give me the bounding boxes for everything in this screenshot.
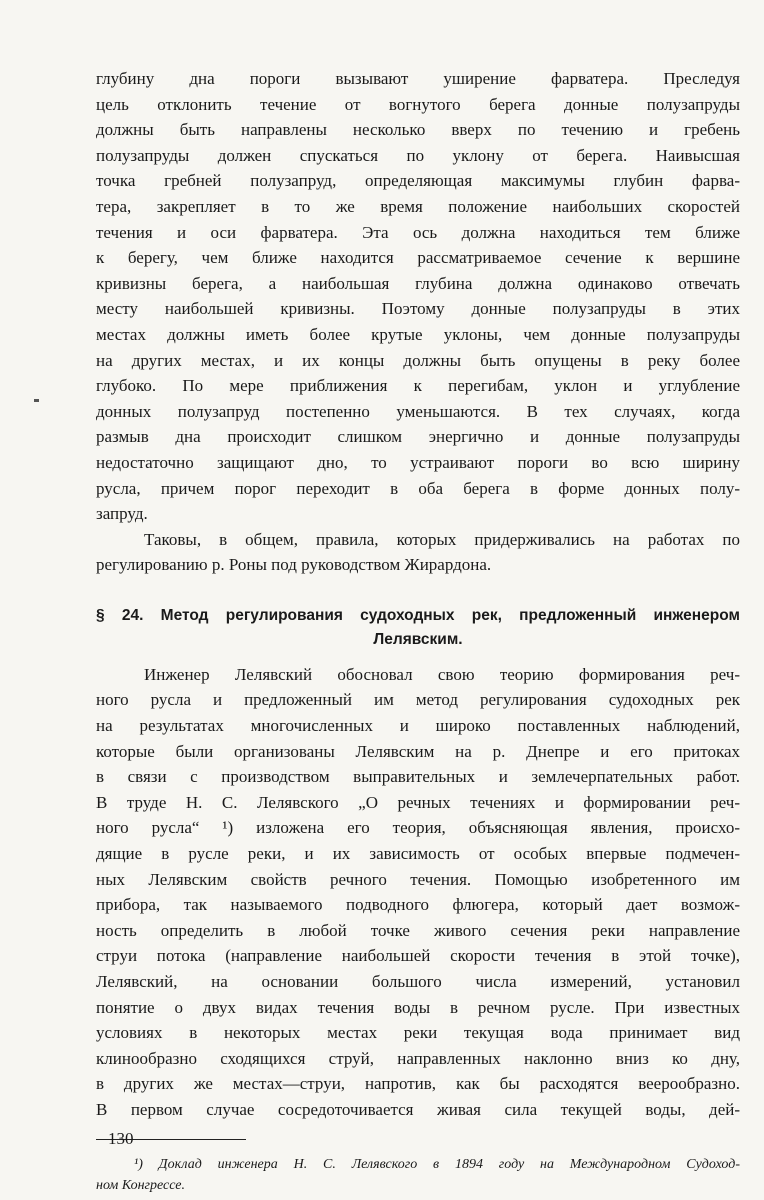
- text-line: Таковы, в общем, правила, которых придерживались на работах по: [144, 529, 740, 549]
- text-line: к берегу, чем ближе находится рассматриваемое сечение к вершине: [96, 248, 740, 268]
- text-line: в связи с производством выправительных и землечерпательных работ.: [96, 767, 740, 787]
- paragraph-1: [96, 66, 740, 527]
- text-line: цель отклонить течение от вогнутого берега донные полузапруды: [96, 94, 740, 114]
- text-line: тера, закрепляет в то же время положение наибольших скоростей: [96, 196, 740, 216]
- paragraph-2: [96, 527, 740, 578]
- text-line: прибора, так называемого подводного флюгера, который дает возмож-: [96, 895, 740, 915]
- text-line: в других же местах—струи, напротив, как бы расходятся веерообразно.: [96, 1074, 740, 1094]
- text-line: В первом случае сосредоточивается живая сила текущей воды, дей-: [96, 1099, 740, 1119]
- text-line: донных полузапруд постепенно уменьшаются. В тех случаях, когда: [96, 401, 740, 421]
- text-line: клинообразно сходящихся струй, направленных наклонно вниз ко дну,: [96, 1048, 740, 1068]
- page-body: [96, 66, 740, 1196]
- text-line: глубину дна пороги вызывают уширение фарватера. Преследуя: [96, 69, 740, 88]
- text-line: ность определить в любой точке живого сечения реки направление: [96, 920, 740, 940]
- text-line: на других местах, и их концы должны быть опущены в реку более: [96, 350, 740, 370]
- text-line: русла, причем порог переходит в оба берега в форме донных полу-: [96, 478, 740, 498]
- text-line: ных Лелявским свойств речного течения. Помощью изобретенного им: [96, 869, 740, 889]
- page-number: 130: [108, 1129, 134, 1148]
- text-line: условиях в некоторых местах реки текущая вода принимает вид: [96, 1023, 740, 1043]
- section-heading: [96, 604, 740, 652]
- text-line: которые были организованы Лелявским на р. Днепре и его притоках: [96, 741, 740, 761]
- text-line: должны быть направлены несколько вверх по течению и гребень: [96, 120, 740, 140]
- margin-mark: [34, 399, 39, 402]
- text-line: кривизны берега, а наибольшая глубина должна одинаково отвечать: [96, 273, 740, 293]
- footnote-line: ¹) Доклад инженера Н. С. Лелявского в 1894 году на Международном Судоход-: [134, 1156, 740, 1172]
- text-line: полузапруды должен спускаться по уклону от берега. Наивысшая: [96, 145, 740, 165]
- text-line: Лелявский, на основании большого числа измерений, установил: [96, 972, 740, 991]
- paragraph-3: [96, 662, 740, 1123]
- text-line: Инженер Лелявский обосновал свою теорию формирования реч-: [144, 664, 740, 684]
- text-line: струи потока (направление наибольшей скорости течения в этой точке),: [96, 946, 740, 966]
- text-line: регулированию р. Роны под руководством Жирардона.: [96, 555, 492, 575]
- text-line: запруд.: [96, 504, 148, 524]
- text-line: местах должны иметь более крутые уклоны, чем донные полузапруды: [96, 324, 740, 344]
- text-line: ного русла и предложенный им метод регулирования судоходных рек: [96, 690, 740, 710]
- section-heading-line-1: § 24. Метод регулирования судоходных рек, предложенный инженером: [96, 606, 740, 624]
- text-line: месту наибольшей кривизны. Поэтому донные полузапруды в этих: [96, 299, 740, 319]
- section-heading-line-2: Лелявским.: [373, 630, 463, 648]
- footnote: [96, 1154, 740, 1196]
- text-line: недостаточно защищают дно, то устраивают пороги во всю ширину: [96, 452, 740, 472]
- text-line: глубоко. По мере приближения к перегибам, уклон и углубление: [96, 376, 740, 396]
- text-line: ного русла“ ¹) изложена его теория, объясняющая явления, происхо-: [96, 818, 740, 838]
- text-line: размыв дна происходит слишком энергично и донные полузапруды: [96, 427, 740, 447]
- text-line: дящие в русле реки, и их зависимость от особых впервые подмечен-: [96, 844, 740, 864]
- text-line: точка гребней полузапруд, определяющая максимумы глубин фарва-: [96, 171, 740, 191]
- text-line: В труде Н. С. Лелявского „О речных течениях и формировании реч-: [96, 792, 740, 812]
- text-line: понятие о двух видах течения воды в речном русле. При известных: [96, 997, 740, 1017]
- text-line: на результатах многочисленных и широко поставленных наблюдений,: [96, 716, 740, 736]
- text-line: течения и оси фарватера. Эта ось должна находиться тем ближе: [96, 222, 740, 242]
- footnote-line: ном Конгрессе.: [96, 1177, 186, 1193]
